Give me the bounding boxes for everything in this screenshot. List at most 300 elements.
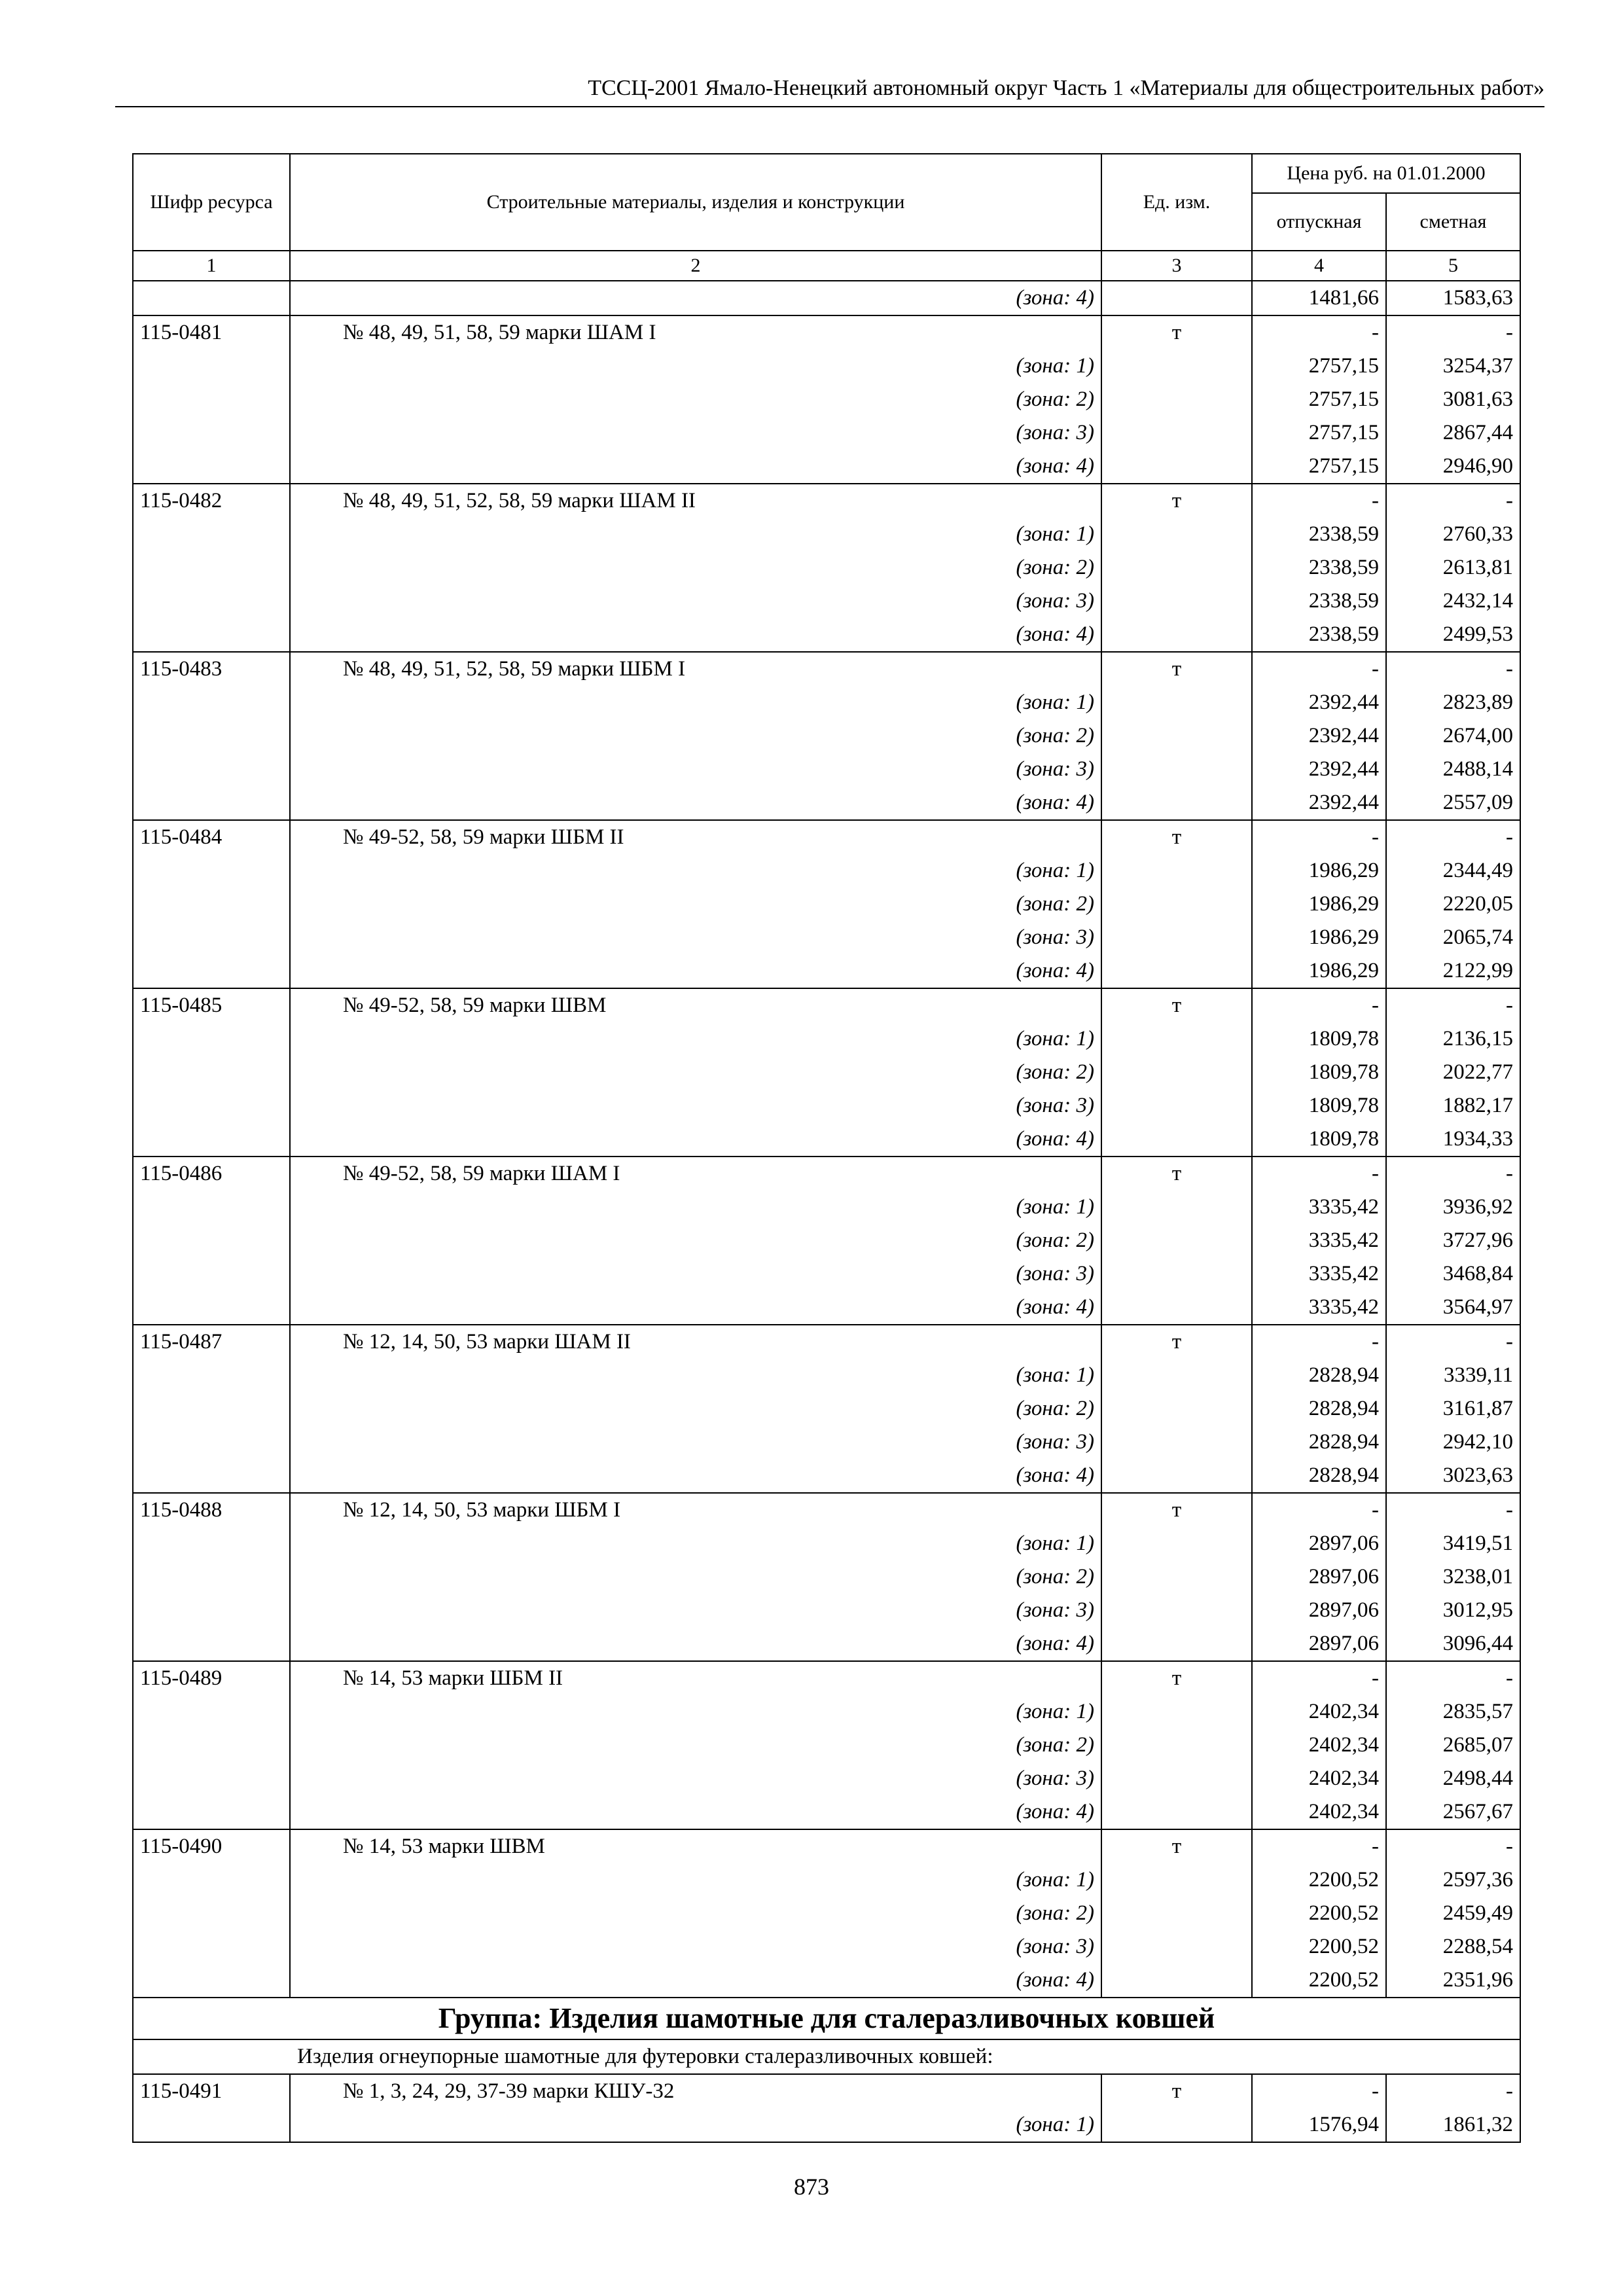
estimate-price: - (1386, 1661, 1520, 1695)
release-price: 2200,52 (1252, 1897, 1386, 1930)
code-cell (133, 1089, 290, 1122)
estimate-price: 3012,95 (1386, 1594, 1520, 1627)
code-cell (133, 1863, 290, 1897)
release-price: 2897,06 (1252, 1594, 1386, 1627)
resource-row (133, 820, 1520, 854)
col-number-5: 5 (1386, 251, 1520, 281)
code-cell (133, 888, 290, 921)
unit-cell (1101, 686, 1252, 719)
estimate-price: 2432,14 (1386, 584, 1520, 618)
release-price: 1986,29 (1252, 954, 1386, 988)
resource-row (133, 1325, 1520, 1359)
col-header-name: Строительные материалы, изделия и конструкции (290, 154, 1101, 251)
resource-code: 115-0491 (133, 2074, 290, 2108)
resource-name: № 48, 49, 51, 52, 58, 59 марки ШБМ I (290, 652, 1101, 686)
release-price: - (1252, 1661, 1386, 1695)
release-price: 2757,15 (1252, 416, 1386, 450)
estimate-price: - (1386, 1157, 1520, 1191)
zone-row (133, 551, 1520, 584)
unit-cell (1101, 1191, 1252, 1224)
col-number-4: 4 (1252, 251, 1386, 281)
resource-code: 115-0484 (133, 820, 290, 854)
estimate-price: 2498,44 (1386, 1762, 1520, 1795)
release-price: 2828,94 (1252, 1426, 1386, 1459)
estimate-price: 1861,32 (1386, 2108, 1520, 2142)
unit-cell (1101, 1627, 1252, 1661)
estimate-price: 3419,51 (1386, 1527, 1520, 1560)
estimate-price: 2122,99 (1386, 954, 1520, 988)
code-cell (133, 518, 290, 551)
unit-cell (1101, 1729, 1252, 1762)
release-price: 3335,42 (1252, 1224, 1386, 1257)
zone-row (133, 1291, 1520, 1325)
estimate-price: 2685,07 (1386, 1729, 1520, 1762)
unit-cell (1101, 1022, 1252, 1056)
resource-row (133, 484, 1520, 518)
zone-row (133, 584, 1520, 618)
resource-name: № 14, 53 марки ШВМ (290, 1829, 1101, 1863)
zone-label: (зона: 3) (290, 1089, 1101, 1122)
estimate-price: 3161,87 (1386, 1392, 1520, 1426)
unit-cell (1101, 1964, 1252, 1998)
col-header-price: Цена руб. на 01.01.2000 (1252, 154, 1520, 193)
unit-cell (1101, 1930, 1252, 1964)
code-cell (133, 686, 290, 719)
unit-cell (1101, 1863, 1252, 1897)
estimate-price: 3254,37 (1386, 350, 1520, 383)
code-cell (133, 416, 290, 450)
zone-row (133, 1527, 1520, 1560)
unit-cell: т (1101, 1661, 1252, 1695)
estimate-price: 2597,36 (1386, 1863, 1520, 1897)
zone-row (133, 1594, 1520, 1627)
page-number: 873 (794, 2174, 829, 2200)
estimate-price: 1882,17 (1386, 1089, 1520, 1122)
estimate-price: 3564,97 (1386, 1291, 1520, 1325)
unit-cell (1101, 551, 1252, 584)
table-body (133, 281, 1520, 2142)
zone-label: (зона: 4) (290, 618, 1101, 652)
release-price: - (1252, 652, 1386, 686)
subgroup-title: Изделия огнеупорные шамотные для футеровки сталеразливочных ковшей: (133, 2039, 1520, 2074)
release-price: - (1252, 1157, 1386, 1191)
zone-row (133, 686, 1520, 719)
code-cell (133, 383, 290, 416)
zone-label: (зона: 1) (290, 518, 1101, 551)
estimate-price: 2867,44 (1386, 416, 1520, 450)
estimate-price: 1934,33 (1386, 1122, 1520, 1157)
unit-cell (1101, 1426, 1252, 1459)
release-price: 2897,06 (1252, 1627, 1386, 1661)
code-cell (133, 1964, 290, 1998)
release-price: - (1252, 820, 1386, 854)
code-cell (133, 1695, 290, 1729)
unit-cell (1101, 1897, 1252, 1930)
unit-cell: т (1101, 2074, 1252, 2108)
zone-label: (зона: 2) (290, 1729, 1101, 1762)
estimate-price: 2946,90 (1386, 450, 1520, 484)
zone-row (133, 1359, 1520, 1392)
unit-cell (1101, 1560, 1252, 1594)
unit-cell (1101, 921, 1252, 954)
unit-cell (1101, 281, 1252, 315)
unit-cell (1101, 1257, 1252, 1291)
release-price: - (1252, 484, 1386, 518)
release-price: 2200,52 (1252, 1863, 1386, 1897)
release-price: 1986,29 (1252, 888, 1386, 921)
zone-row (133, 1257, 1520, 1291)
resource-code: 115-0483 (133, 652, 290, 686)
estimate-price: 3727,96 (1386, 1224, 1520, 1257)
estimate-price: 2567,67 (1386, 1795, 1520, 1829)
zone-row (133, 1964, 1520, 1998)
zone-label: (зона: 1) (290, 686, 1101, 719)
zone-label: (зона: 4) (290, 281, 1101, 315)
unit-cell (1101, 1762, 1252, 1795)
zone-row (133, 1392, 1520, 1426)
zone-row (133, 1089, 1520, 1122)
unit-cell (1101, 518, 1252, 551)
table-header (133, 154, 1520, 281)
zone-label: (зона: 3) (290, 1426, 1101, 1459)
zone-row (133, 1122, 1520, 1157)
group-row (133, 1998, 1520, 2039)
code-cell (133, 1627, 290, 1661)
zone-row (133, 1224, 1520, 1257)
unit-cell (1101, 350, 1252, 383)
col-header-release: отпускная (1252, 193, 1386, 251)
release-price: 2897,06 (1252, 1560, 1386, 1594)
estimate-price: 2942,10 (1386, 1426, 1520, 1459)
code-cell (133, 1762, 290, 1795)
zone-label: (зона: 3) (290, 1257, 1101, 1291)
zone-label: (зона: 2) (290, 719, 1101, 753)
estimate-price: - (1386, 820, 1520, 854)
resource-name: № 49-52, 58, 59 марки ШАМ I (290, 1157, 1101, 1191)
zone-row (133, 954, 1520, 988)
zone-row (133, 350, 1520, 383)
zone-label: (зона: 4) (290, 786, 1101, 820)
zone-label: (зона: 2) (290, 1056, 1101, 1089)
release-price: 2392,44 (1252, 719, 1386, 753)
zone-row (133, 1930, 1520, 1964)
zone-label: (зона: 3) (290, 921, 1101, 954)
release-price: 2402,34 (1252, 1795, 1386, 1829)
resource-code: 115-0486 (133, 1157, 290, 1191)
unit-cell (1101, 450, 1252, 484)
zone-label: (зона: 3) (290, 1930, 1101, 1964)
code-cell (133, 2108, 290, 2142)
col-header-code: Шифр ресурса (133, 154, 290, 251)
unit-cell (1101, 1291, 1252, 1325)
unit-cell (1101, 753, 1252, 786)
zone-label: (зона: 4) (290, 1795, 1101, 1829)
resource-row (133, 2074, 1520, 2108)
release-price: 2402,34 (1252, 1729, 1386, 1762)
release-price: 2338,59 (1252, 584, 1386, 618)
unit-cell (1101, 1122, 1252, 1157)
unit-cell: т (1101, 652, 1252, 686)
code-cell (133, 786, 290, 820)
estimate-price: - (1386, 2074, 1520, 2108)
release-price: - (1252, 2074, 1386, 2108)
release-price: 1809,78 (1252, 1056, 1386, 1089)
resource-name: № 48, 49, 51, 52, 58, 59 марки ШАМ II (290, 484, 1101, 518)
zone-label: (зона: 3) (290, 1762, 1101, 1795)
release-price: 2757,15 (1252, 350, 1386, 383)
estimate-price: 2220,05 (1386, 888, 1520, 921)
release-price: 2200,52 (1252, 1930, 1386, 1964)
zone-row (133, 1560, 1520, 1594)
resource-name: № 14, 53 марки ШБМ II (290, 1661, 1101, 1695)
release-price: 3335,42 (1252, 1191, 1386, 1224)
unit-cell (1101, 1527, 1252, 1560)
release-price: 2828,94 (1252, 1392, 1386, 1426)
resource-name: № 48, 49, 51, 58, 59 марки ШАМ I (290, 315, 1101, 350)
zone-label: (зона: 4) (290, 954, 1101, 988)
resource-code: 115-0482 (133, 484, 290, 518)
estimate-price: 2288,54 (1386, 1930, 1520, 1964)
release-price: 2757,15 (1252, 383, 1386, 416)
release-price: 2757,15 (1252, 450, 1386, 484)
code-cell (133, 1122, 290, 1157)
zone-row (133, 921, 1520, 954)
col-number-1: 1 (133, 251, 290, 281)
release-price: 2392,44 (1252, 753, 1386, 786)
zone-row (133, 1022, 1520, 1056)
unit-cell (1101, 1459, 1252, 1493)
group-title: Группа: Изделия шамотные для сталеразливочных ковшей (133, 1998, 1520, 2039)
estimate-price: 2351,96 (1386, 1964, 1520, 1998)
release-price: 1481,66 (1252, 281, 1386, 315)
zone-row (133, 888, 1520, 921)
resource-code: 115-0485 (133, 988, 290, 1022)
resource-code: 115-0487 (133, 1325, 290, 1359)
zone-label: (зона: 3) (290, 1594, 1101, 1627)
unit-cell (1101, 416, 1252, 450)
code-cell (133, 551, 290, 584)
estimate-price: - (1386, 315, 1520, 350)
unit-cell (1101, 719, 1252, 753)
code-cell (133, 350, 290, 383)
release-price: 3335,42 (1252, 1291, 1386, 1325)
resource-row (133, 1493, 1520, 1527)
estimate-price: 2499,53 (1386, 618, 1520, 652)
zone-row (133, 786, 1520, 820)
release-price: 2402,34 (1252, 1695, 1386, 1729)
zone-label: (зона: 2) (290, 1560, 1101, 1594)
zone-row (133, 416, 1520, 450)
code-cell (133, 1897, 290, 1930)
code-cell (133, 618, 290, 652)
estimate-price: 3936,92 (1386, 1191, 1520, 1224)
zone-label: (зона: 4) (290, 450, 1101, 484)
estimate-price: 2022,77 (1386, 1056, 1520, 1089)
zone-row (133, 518, 1520, 551)
resource-code: 115-0489 (133, 1661, 290, 1695)
unit-cell: т (1101, 315, 1252, 350)
zone-label: (зона: 1) (290, 1863, 1101, 1897)
zone-label: (зона: 1) (290, 1022, 1101, 1056)
resource-name: № 49-52, 58, 59 марки ШВМ (290, 988, 1101, 1022)
unit-cell (1101, 786, 1252, 820)
release-price: 2402,34 (1252, 1762, 1386, 1795)
zone-label: (зона: 2) (290, 1897, 1101, 1930)
unit-cell: т (1101, 988, 1252, 1022)
zone-row (133, 1627, 1520, 1661)
resource-code: 115-0490 (133, 1829, 290, 1863)
unit-cell (1101, 1392, 1252, 1426)
release-price: 2338,59 (1252, 618, 1386, 652)
running-header: ТССЦ-2001 Ямало-Ненецкий автономный округ Часть 1 «Материалы для общестроительных работ» (115, 72, 1544, 107)
release-price: - (1252, 1493, 1386, 1527)
estimate-price: 3023,63 (1386, 1459, 1520, 1493)
zone-row (133, 1729, 1520, 1762)
release-price: - (1252, 1829, 1386, 1863)
zone-label: (зона: 2) (290, 1224, 1101, 1257)
unit-cell (1101, 618, 1252, 652)
zone-row (133, 1056, 1520, 1089)
release-price: 1986,29 (1252, 921, 1386, 954)
zone-label: (зона: 1) (290, 1695, 1101, 1729)
unit-cell (1101, 1795, 1252, 1829)
zone-label: (зона: 4) (290, 1122, 1101, 1157)
estimate-price: 2065,74 (1386, 921, 1520, 954)
release-price: 2897,06 (1252, 1527, 1386, 1560)
estimate-price: - (1386, 484, 1520, 518)
code-cell (133, 1224, 290, 1257)
estimate-price: 2835,57 (1386, 1695, 1520, 1729)
estimate-price: 3096,44 (1386, 1627, 1520, 1661)
estimate-price: 2344,49 (1386, 854, 1520, 888)
release-price: 2828,94 (1252, 1459, 1386, 1493)
unit-cell: т (1101, 484, 1252, 518)
unit-cell (1101, 2108, 1252, 2142)
estimate-price: 2136,15 (1386, 1022, 1520, 1056)
code-cell (133, 1527, 290, 1560)
estimate-price: - (1386, 1325, 1520, 1359)
code-cell (133, 1560, 290, 1594)
estimate-price: 1583,63 (1386, 281, 1520, 315)
col-header-estimate: сметная (1386, 193, 1520, 251)
code-cell (133, 921, 290, 954)
release-price: 2338,59 (1252, 551, 1386, 584)
release-price: 1809,78 (1252, 1022, 1386, 1056)
zone-label: (зона: 3) (290, 753, 1101, 786)
resource-row (133, 1829, 1520, 1863)
zone-row (133, 450, 1520, 484)
release-price: 1576,94 (1252, 2108, 1386, 2142)
release-price: 2828,94 (1252, 1359, 1386, 1392)
code-cell (133, 1930, 290, 1964)
zone-label: (зона: 1) (290, 1527, 1101, 1560)
col-number-3: 3 (1101, 251, 1252, 281)
code-cell (133, 1729, 290, 1762)
release-price: 1809,78 (1252, 1089, 1386, 1122)
code-cell (133, 450, 290, 484)
code-cell (133, 854, 290, 888)
zone-label: (зона: 4) (290, 1627, 1101, 1661)
code-cell (133, 1459, 290, 1493)
resource-row (133, 1157, 1520, 1191)
col-header-unit: Ед. изм. (1101, 154, 1252, 251)
resource-code: 115-0488 (133, 1493, 290, 1527)
estimate-price: 2760,33 (1386, 518, 1520, 551)
unit-cell (1101, 1224, 1252, 1257)
unit-cell: т (1101, 1493, 1252, 1527)
estimate-price: 3238,01 (1386, 1560, 1520, 1594)
unit-cell: т (1101, 1157, 1252, 1191)
code-cell (133, 1056, 290, 1089)
estimate-price: 2488,14 (1386, 753, 1520, 786)
zone-label: (зона: 1) (290, 2108, 1101, 2142)
release-price: 3335,42 (1252, 1257, 1386, 1291)
estimate-price: - (1386, 652, 1520, 686)
zone-label: (зона: 1) (290, 854, 1101, 888)
resource-row (133, 988, 1520, 1022)
unit-cell (1101, 1359, 1252, 1392)
release-price: - (1252, 1325, 1386, 1359)
code-cell (133, 753, 290, 786)
zone-label: (зона: 2) (290, 551, 1101, 584)
code-cell (133, 1022, 290, 1056)
code-cell (133, 1426, 290, 1459)
zone-label: (зона: 4) (290, 1291, 1101, 1325)
zone-row (133, 1897, 1520, 1930)
zone-label: (зона: 4) (290, 1459, 1101, 1493)
estimate-price: - (1386, 1829, 1520, 1863)
estimate-price: 2459,49 (1386, 1897, 1520, 1930)
unit-cell (1101, 383, 1252, 416)
code-cell (133, 719, 290, 753)
release-price: - (1252, 315, 1386, 350)
unit-cell (1101, 888, 1252, 921)
code-cell (133, 954, 290, 988)
zone-row (133, 1695, 1520, 1729)
estimate-price: 2557,09 (1386, 786, 1520, 820)
code-cell (133, 1257, 290, 1291)
code-cell (133, 584, 290, 618)
unit-cell (1101, 1089, 1252, 1122)
zone-row (133, 1795, 1520, 1829)
subgroup-row (133, 2039, 1520, 2074)
estimate-price: - (1386, 1493, 1520, 1527)
unit-cell (1101, 1594, 1252, 1627)
resource-name: № 49-52, 58, 59 марки ШБМ II (290, 820, 1101, 854)
unit-cell: т (1101, 820, 1252, 854)
resource-row (133, 1661, 1520, 1695)
release-price: 1809,78 (1252, 1122, 1386, 1157)
estimate-price: 2613,81 (1386, 551, 1520, 584)
unit-cell (1101, 584, 1252, 618)
unit-cell (1101, 854, 1252, 888)
resource-row (133, 315, 1520, 350)
unit-cell (1101, 954, 1252, 988)
estimate-price: 2674,00 (1386, 719, 1520, 753)
zone-label: (зона: 4) (290, 1964, 1101, 1998)
resource-row (133, 652, 1520, 686)
zone-label: (зона: 2) (290, 1392, 1101, 1426)
unit-cell (1101, 1695, 1252, 1729)
zone-row (133, 281, 1520, 315)
unit-cell (1101, 1056, 1252, 1089)
zone-row (133, 1459, 1520, 1493)
zone-row (133, 1762, 1520, 1795)
zone-row (133, 719, 1520, 753)
col-number-2: 2 (290, 251, 1101, 281)
zone-label: (зона: 1) (290, 1359, 1101, 1392)
zone-row (133, 753, 1520, 786)
